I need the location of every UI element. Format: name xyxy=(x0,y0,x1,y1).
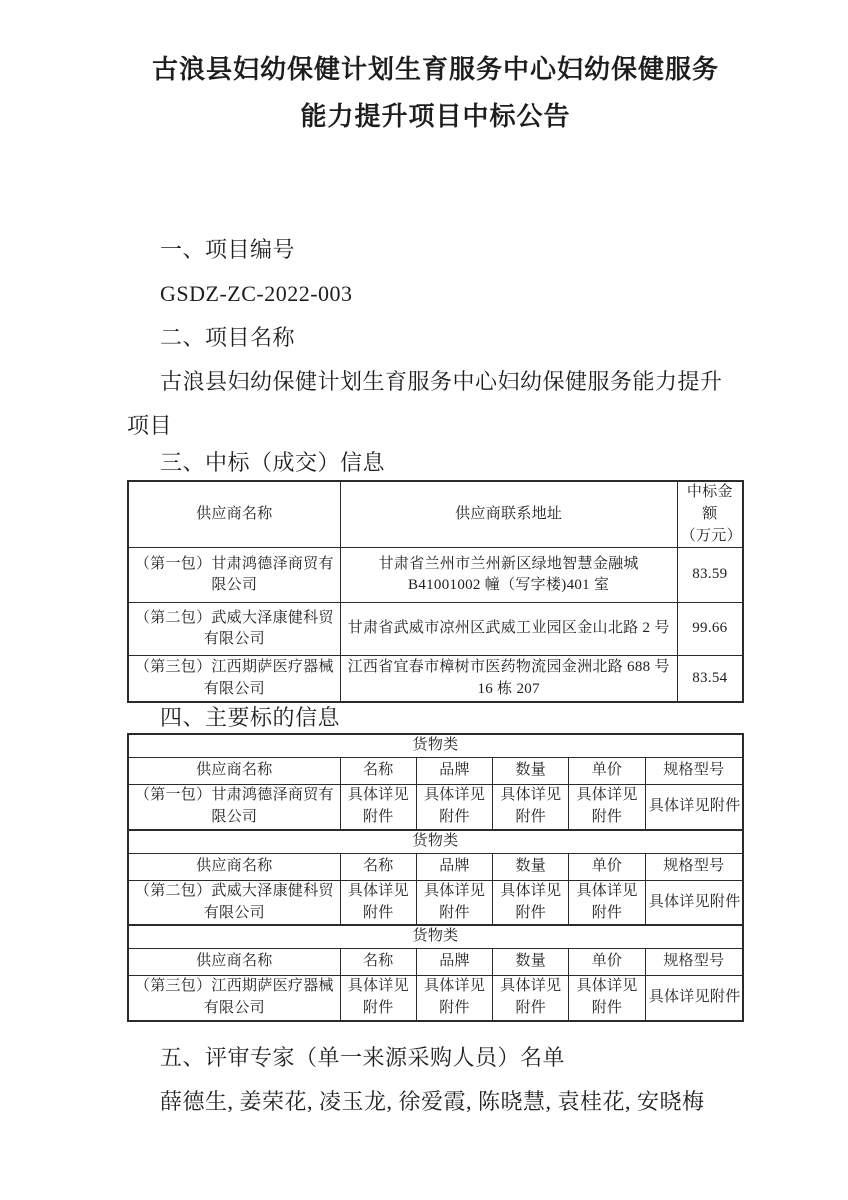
subject-spec-cell: 具体详见附件 xyxy=(645,880,743,925)
subject-supplier-cell: （第二包）武威大泽康健科贸有限公司 xyxy=(128,880,340,925)
subject-header-name: 名称 xyxy=(340,949,416,976)
section4-heading: 四、主要标的信息 xyxy=(160,705,341,731)
subject-header-supplier: 供应商名称 xyxy=(128,949,340,976)
subject-header-spec: 规格型号 xyxy=(645,949,743,976)
section5-heading: 五、评审专家（单一来源采购人员）名单 xyxy=(160,1044,566,1070)
subject-header-quantity: 数量 xyxy=(493,949,569,976)
subject-header-quantity: 数量 xyxy=(493,758,569,785)
subject-brand-cell: 具体详见附件 xyxy=(416,880,492,925)
subject-header-spec: 规格型号 xyxy=(645,853,743,880)
award-header-address: 供应商联系地址 xyxy=(340,481,677,548)
award-supplier-cell: （第一包）甘肃鸿德泽商贸有限公司 xyxy=(128,548,340,603)
subject-header-supplier: 供应商名称 xyxy=(128,853,340,880)
award-info-table xyxy=(127,480,744,703)
award-amount-cell: 83.59 xyxy=(677,548,743,603)
subject-header-spec: 规格型号 xyxy=(645,758,743,785)
subject-quantity-cell: 具体详见附件 xyxy=(493,880,569,925)
award-header-supplier: 供应商名称 xyxy=(128,481,340,548)
subject-header-brand: 品牌 xyxy=(416,949,492,976)
subject-spec-cell: 具体详见附件 xyxy=(645,976,743,1021)
award-supplier-cell: （第三包）江西期萨医疗器械有限公司 xyxy=(128,656,340,703)
subject-category-label: 货物类 xyxy=(128,830,743,854)
award-address-cell: 甘肃省兰州市兰州新区绿地智慧金融城 B41001002 幢（写字楼)401 室 xyxy=(340,548,677,603)
subject-header-row xyxy=(128,853,743,880)
award-address-cell: 甘肃省武威市凉州区武威工业园区金山北路 2 号 xyxy=(340,603,677,656)
subject-category-label: 货物类 xyxy=(128,925,743,949)
subject-name-cell: 具体详见附件 xyxy=(340,880,416,925)
document-body xyxy=(127,228,744,1124)
award-amount-cell: 99.66 xyxy=(677,603,743,656)
subject-data-row xyxy=(128,976,743,1021)
subject-unit-price-cell: 具体详见附件 xyxy=(569,976,645,1021)
subject-header-row xyxy=(128,758,743,785)
subject-name-cell: 具体详见附件 xyxy=(340,976,416,1021)
award-header-amount-line1: 中标金额 xyxy=(686,484,733,522)
award-table-row xyxy=(128,548,743,603)
section2-heading: 二、项目名称 xyxy=(160,325,296,350)
subject-brand-cell: 具体详见附件 xyxy=(416,785,492,830)
subject-data-row xyxy=(128,880,743,925)
expert-names: 薛德生, 姜荣花, 凌玉龙, 徐爱霞, 陈晓慧, 袁桂花, 安晓梅 xyxy=(160,1088,705,1114)
subject-data-row xyxy=(128,785,743,830)
subject-category-row xyxy=(128,734,743,758)
subject-supplier-cell: （第一包）甘肃鸿德泽商贸有限公司 xyxy=(128,785,340,830)
subject-category-row xyxy=(128,925,743,949)
subject-name-cell: 具体详见附件 xyxy=(340,785,416,830)
project-number-value: GSDZ-ZC-2022-003 xyxy=(160,281,353,306)
subject-header-name: 名称 xyxy=(340,853,416,880)
subject-quantity-cell: 具体详见附件 xyxy=(493,976,569,1021)
document-title-line1: 古浪县妇幼保健计划生育服务中心妇幼保健服务 xyxy=(151,55,719,84)
project-name-value: 古浪县妇幼保健计划生育服务中心妇幼保健服务能力提升项目 xyxy=(127,369,723,438)
subject-header-unit-price: 单价 xyxy=(569,758,645,785)
subject-header-quantity: 数量 xyxy=(493,853,569,880)
subject-header-unit-price: 单价 xyxy=(569,853,645,880)
subject-unit-price-cell: 具体详见附件 xyxy=(569,880,645,925)
subject-header-brand: 品牌 xyxy=(416,758,492,785)
subject-quantity-cell: 具体详见附件 xyxy=(493,785,569,830)
subject-spec-cell: 具体详见附件 xyxy=(645,785,743,830)
subject-category-row xyxy=(128,830,743,854)
subject-brand-cell: 具体详见附件 xyxy=(416,976,492,1021)
award-table-row xyxy=(128,656,743,703)
subject-header-unit-price: 单价 xyxy=(569,949,645,976)
section3-heading: 三、中标（成交）信息 xyxy=(160,450,386,475)
subject-header-supplier: 供应商名称 xyxy=(128,758,340,785)
subject-info-table xyxy=(127,733,744,1022)
section1-heading: 一、项目编号 xyxy=(160,237,296,262)
award-supplier-cell: （第二包）武威大泽康健科贸有限公司 xyxy=(128,603,340,656)
award-amount-cell: 83.54 xyxy=(677,656,743,703)
subject-header-name: 名称 xyxy=(340,758,416,785)
award-header-amount-line2: （万元） xyxy=(680,527,742,544)
award-header-amount xyxy=(677,481,743,548)
award-table-row xyxy=(128,603,743,656)
subject-unit-price-cell: 具体详见附件 xyxy=(569,785,645,830)
award-table-header-row xyxy=(128,481,743,548)
award-address-cell: 江西省宜春市樟树市医药物流园金洲北路 688 号 16 栋 207 xyxy=(340,656,677,703)
document-title-line2: 能力提升项目中标公告 xyxy=(300,102,571,131)
subject-header-brand: 品牌 xyxy=(416,853,492,880)
subject-supplier-cell: （第三包）江西期萨医疗器械有限公司 xyxy=(128,976,340,1021)
subject-category-label: 货物类 xyxy=(128,734,743,758)
document-title xyxy=(127,0,744,140)
subject-header-row xyxy=(128,949,743,976)
